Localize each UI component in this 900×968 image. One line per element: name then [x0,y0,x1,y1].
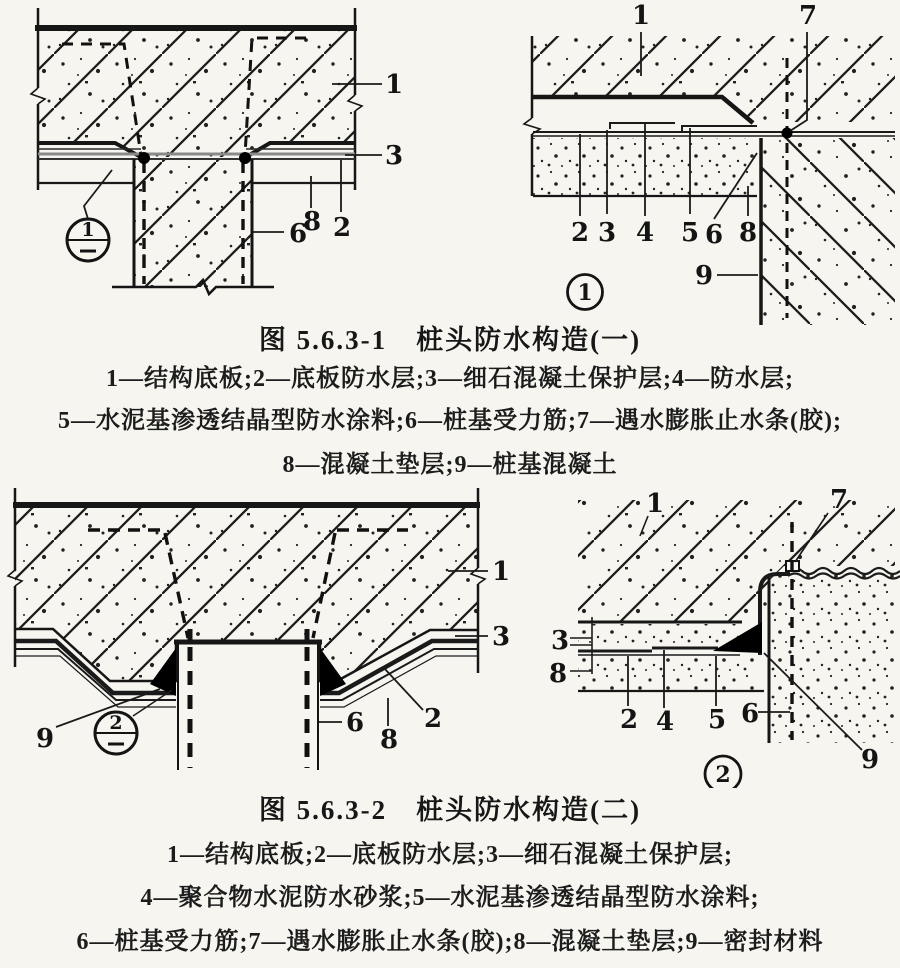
detail-circle-number: 2 [715,762,731,788]
label-protection-layer: 3 [491,622,511,652]
label-pile-rebar: 6 [704,220,724,250]
figure2-left-section-diagram [0,485,520,785]
label-pile-rebar: 6 [345,708,365,738]
label-waterproof-layer: 2 [423,704,443,734]
figure1-legend-line3: 8—混凝土垫层;9—桩基混凝土 [282,452,618,478]
figure2-caption: 图 5.6.3-2 桩头防水构造(二) [258,795,642,825]
figure1-left-section-diagram [0,0,460,312]
label-pile-rebar: 6 [288,219,308,249]
figure2-right-detail-diagram [520,488,900,788]
sealant-wedges [150,648,346,696]
label-structural-slab: 1 [384,70,404,100]
label-waterstop: 7 [829,488,849,515]
label-cushion: 8 [302,207,322,237]
detail-number-circle [568,275,603,310]
label-structural-slab: 1 [491,557,511,587]
label-protection-layer: 3 [550,626,570,656]
label-pile-concrete: 9 [694,261,714,291]
figure1-legend-line1: 1—结构底板;2—底板防水层;3—细石混凝土保护层;4—防水层; [106,366,794,392]
detail-callout-bubble [67,219,109,261]
label-cushion: 8 [379,725,399,755]
figure1-caption: 图 5.6.3-1 桩头防水构造(一) [258,325,642,355]
label-polymer-mortar: 4 [655,707,675,737]
label-protection-layer: 3 [597,218,617,248]
protection-dots [578,624,740,646]
detail-circle-number: 1 [577,280,593,306]
figure1-right-detail-diagram [460,0,900,330]
pile-concrete-hatch [762,138,895,325]
detail-bubble-number: 2 [109,712,123,734]
pile-concrete-dots [770,570,895,743]
label-cushion: 8 [738,218,758,248]
label-membrane: 4 [635,218,655,248]
detail-bubble-number: 1 [81,219,95,241]
figure1-legend-line2: 5—水泥基渗透结晶型防水涂料;6—桩基受力筋;7—遇水膨胀止水条(胶); [58,408,842,434]
waterstop-dot [782,128,793,139]
label-sealant: 9 [35,724,55,754]
label-waterproof-layer: 2 [619,705,639,735]
label-protection-layer: 3 [384,141,404,171]
label-coating: 5 [680,218,700,248]
cushion-dots [578,658,757,690]
figure2-legend-line1: 1—结构底板;2—底板防水层;3—细石混凝土保护层; [167,842,733,868]
figure2-legend-line3: 6—桩基受力筋;7—遇水膨胀止水条(胶);8—混凝土垫层;9—密封材料 [76,929,824,955]
figure2-legend-line2: 4—聚合物水泥防水砂浆;5—水泥基渗透结晶型防水涂料; [140,885,760,911]
label-waterstop: 7 [798,1,818,31]
label-coating: 5 [707,705,727,735]
label-cushion: 8 [548,659,568,689]
slab-concrete-hatch [532,36,895,122]
label-sealant: 9 [860,745,880,775]
label-waterproof-layer: 2 [570,218,590,248]
label-waterproof-layer: 2 [332,213,352,243]
label-structural-slab: 1 [631,1,651,31]
detail-number-circle [705,756,741,788]
label-structural-slab: 1 [645,489,665,519]
pile-outline [178,629,318,770]
detail-callout-bubble [95,712,137,754]
membrane-layers [533,123,895,136]
label-pile-rebar: 6 [740,699,760,729]
